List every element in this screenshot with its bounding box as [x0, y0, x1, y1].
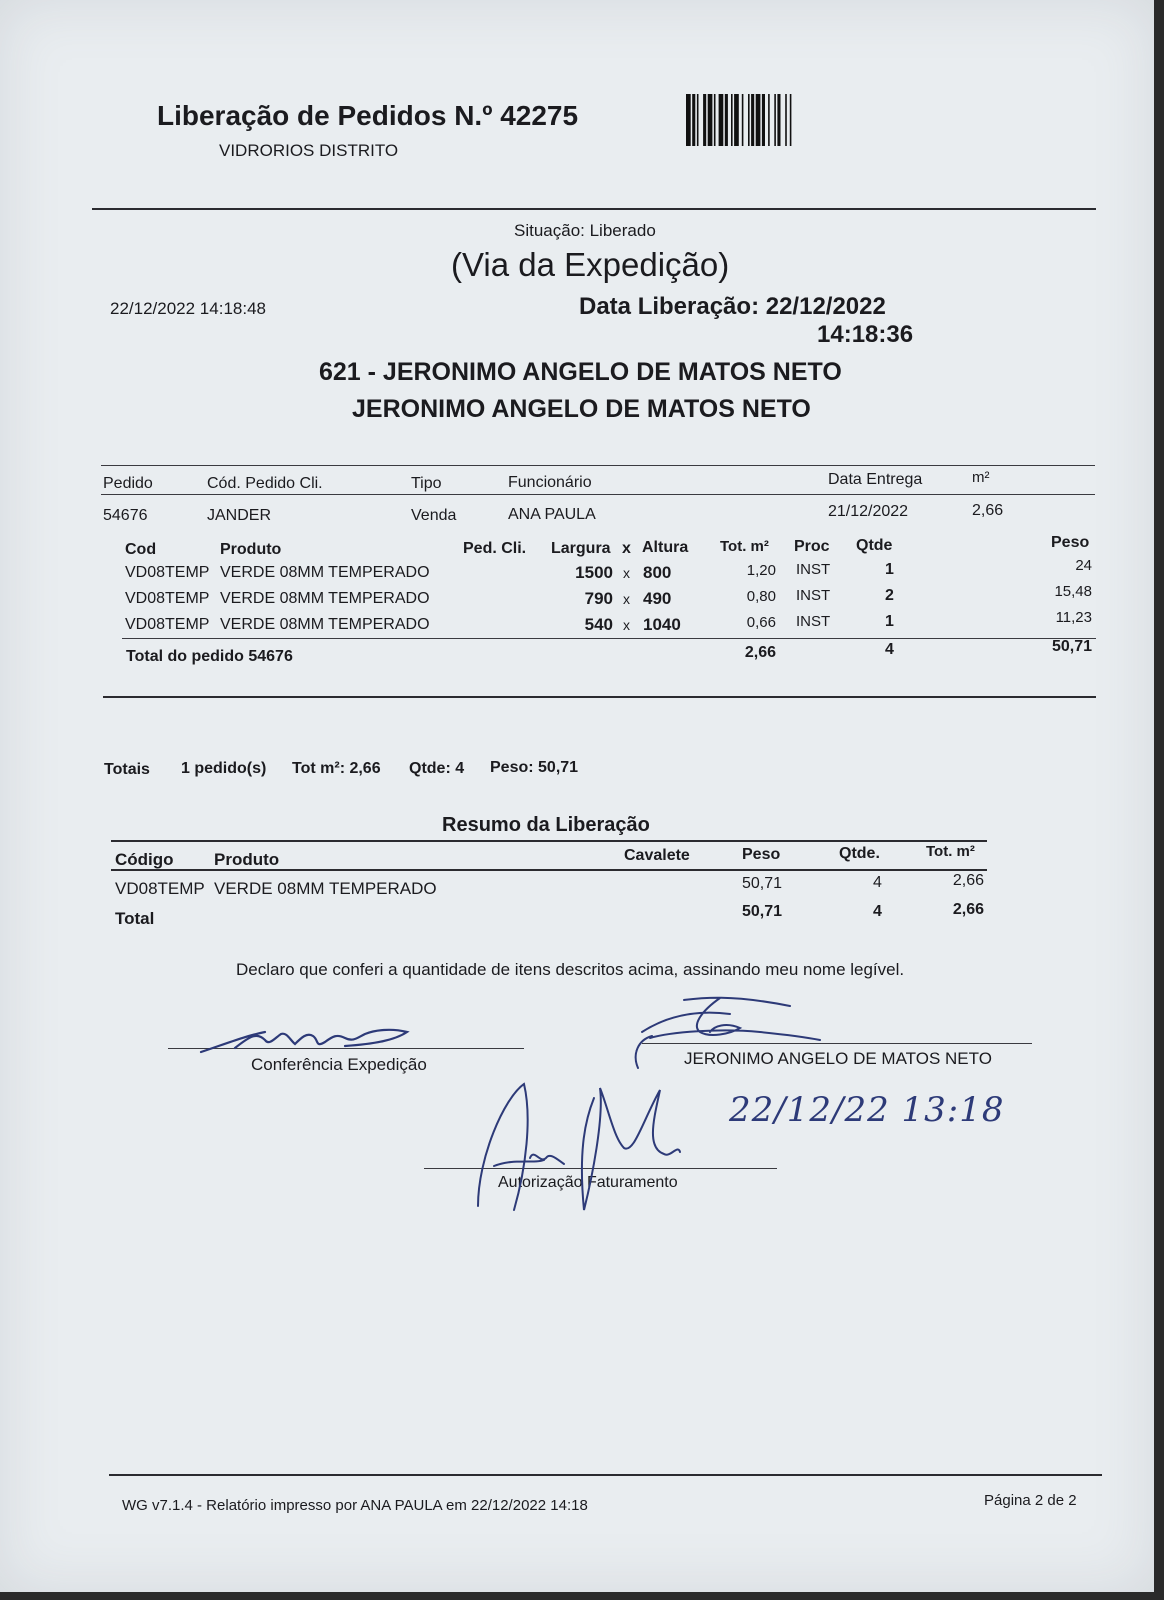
- item-proc: INST: [796, 561, 831, 578]
- summary-col-cavalete: Cavalete: [624, 847, 690, 864]
- order-total-peso: 50,71: [1051, 638, 1092, 655]
- item-qtde: 1: [885, 561, 894, 578]
- totals-m2: Tot m²: 2,66: [292, 760, 381, 777]
- item-altura: 490: [643, 589, 672, 608]
- items-total-line: [122, 638, 1096, 639]
- item-altura: 800: [643, 563, 672, 582]
- item-produto: VERDE 08MM TEMPERADO: [220, 590, 430, 607]
- order-tipo: Venda: [411, 507, 457, 524]
- items-col-ped-cli: Ped. Cli.: [463, 540, 527, 557]
- summary-header-line: [111, 869, 987, 871]
- signature-autorizacao-image: [474, 1078, 684, 1218]
- item-peso: 11,23: [1055, 609, 1092, 626]
- signature-label-conferencia: Conferência Expedição: [251, 1055, 427, 1074]
- summary-col-codigo: Código: [115, 850, 174, 869]
- items-col-proc: Proc: [794, 538, 830, 555]
- summary-total-peso: 50,71: [741, 903, 782, 920]
- handwritten-date: 22/12/22 13:18: [729, 1090, 1005, 1130]
- items-col-altura: Altura: [642, 539, 689, 556]
- summary-col-qtde: Qtde.: [839, 845, 880, 862]
- summary-col-produto: Produto: [214, 850, 280, 869]
- items-col-peso: Peso: [1051, 534, 1090, 551]
- order-header-bottom-line: [101, 494, 1095, 495]
- item-largura: 540: [584, 615, 613, 634]
- order-funcionario: ANA PAULA: [508, 506, 596, 523]
- order-cod-pedido-cli: JANDER: [207, 507, 272, 524]
- item-cod: VD08TEMP: [125, 564, 210, 581]
- footer-divider: [109, 1474, 1102, 1476]
- item-qtde: 1: [885, 613, 894, 630]
- col-data-entrega: Data Entrega: [828, 471, 923, 488]
- col-m2: m²: [972, 469, 990, 486]
- header-divider: [92, 208, 1096, 210]
- item-x: x: [623, 617, 630, 633]
- item-qtde: 2: [885, 587, 894, 604]
- order-header-top-line: [101, 465, 1095, 466]
- totals-qtde: Qtde: 4: [409, 760, 465, 777]
- signature-label-cliente: JERONIMO ANGELO DE MATOS NETO: [684, 1049, 992, 1068]
- item-peso: 24: [1075, 557, 1092, 574]
- order-total-m2: 2,66: [744, 644, 776, 661]
- footer-page-number: Página 2 de 2: [984, 1492, 1077, 1509]
- summary-title: Resumo da Liberação: [442, 814, 650, 836]
- item-tot-m2: 0,66: [746, 614, 776, 631]
- item-tot-m2: 1,20: [746, 562, 776, 579]
- summary-peso: 50,71: [741, 875, 782, 892]
- order-data-entrega: 21/12/2022: [828, 503, 909, 520]
- item-proc: INST: [796, 587, 831, 604]
- release-time: 14:18:36: [817, 321, 914, 348]
- footer-printed-by: WG v7.1.4 - Relatório impresso por ANA PAULA em 22/12/2022 14:18: [122, 1497, 588, 1514]
- item-altura: 1040: [643, 615, 681, 634]
- summary-total-qtde: 4: [873, 903, 882, 920]
- items-col-cod: Cod: [125, 541, 157, 558]
- summary-codigo: VD08TEMP: [115, 879, 205, 898]
- order-total-label: Total do pedido 54676: [126, 648, 293, 665]
- item-produto: VERDE 08MM TEMPERADO: [220, 564, 430, 581]
- signature-cliente-image: [630, 992, 830, 1082]
- client-line-2: JERONIMO ANGELO DE MATOS NETO: [352, 395, 811, 423]
- barcode-icon: [686, 94, 864, 146]
- items-col-largura: Largura: [551, 540, 611, 557]
- company-name: VIDRORIOS DISTRITO: [219, 141, 399, 160]
- item-cod: VD08TEMP: [125, 590, 210, 607]
- via-label: (Via da Expedição): [451, 246, 730, 283]
- document-title: Liberação de Pedidos N.º 42275: [157, 100, 579, 131]
- order-m2: 2,66: [972, 502, 1004, 519]
- summary-produto: VERDE 08MM TEMPERADO: [214, 879, 437, 898]
- release-date: Data Liberação: 22/12/2022: [579, 293, 886, 320]
- item-proc: INST: [796, 613, 831, 630]
- signature-conferencia-image: [195, 1018, 425, 1058]
- summary-total-label: Total: [115, 909, 155, 928]
- order-total-qtde: 4: [885, 641, 894, 658]
- col-pedido: Pedido: [103, 475, 153, 492]
- item-x: x: [623, 565, 630, 581]
- item-largura: 1500: [575, 563, 613, 582]
- client-line-1: 621 - JERONIMO ANGELO DE MATOS NETO: [319, 358, 842, 386]
- summary-tot-m2: 2,66: [952, 872, 984, 889]
- col-funcionario: Funcionário: [508, 474, 592, 491]
- summary-col-peso: Peso: [742, 846, 781, 863]
- summary-top-line: [111, 840, 987, 842]
- totals-pedidos: 1 pedido(s): [181, 760, 267, 777]
- items-col-qtde: Qtde: [856, 537, 893, 554]
- summary-col-tot-m2: Tot. m²: [926, 843, 975, 860]
- items-col-produto: Produto: [220, 541, 282, 558]
- totals-label: Totais: [104, 761, 150, 778]
- items-col-tot-m2: Tot. m²: [720, 538, 769, 555]
- item-x: x: [623, 591, 630, 607]
- totals-peso: Peso: 50,71: [490, 759, 579, 776]
- declaration-text: Declaro que conferi a quantidade de itens descritos acima, assinando meu nome legível.: [236, 960, 905, 979]
- item-cod: VD08TEMP: [125, 616, 210, 633]
- item-produto: VERDE 08MM TEMPERADO: [220, 616, 430, 633]
- summary-total-tot-m2: 2,66: [952, 901, 984, 918]
- order-section-divider: [103, 696, 1096, 698]
- print-datetime: 22/12/2022 14:18:48: [110, 299, 266, 318]
- col-tipo: Tipo: [411, 475, 442, 492]
- item-largura: 790: [584, 589, 613, 608]
- item-peso: 15,48: [1054, 583, 1092, 600]
- summary-qtde: 4: [873, 874, 882, 891]
- items-col-x: x: [622, 540, 631, 557]
- status-text: Situação: Liberado: [514, 221, 656, 240]
- order-pedido: 54676: [103, 507, 148, 524]
- item-tot-m2: 0,80: [746, 588, 776, 605]
- col-cod-pedido-cli: Cód. Pedido Cli.: [207, 475, 323, 492]
- signature-label-autorizacao: Autorização Faturamento: [498, 1174, 678, 1191]
